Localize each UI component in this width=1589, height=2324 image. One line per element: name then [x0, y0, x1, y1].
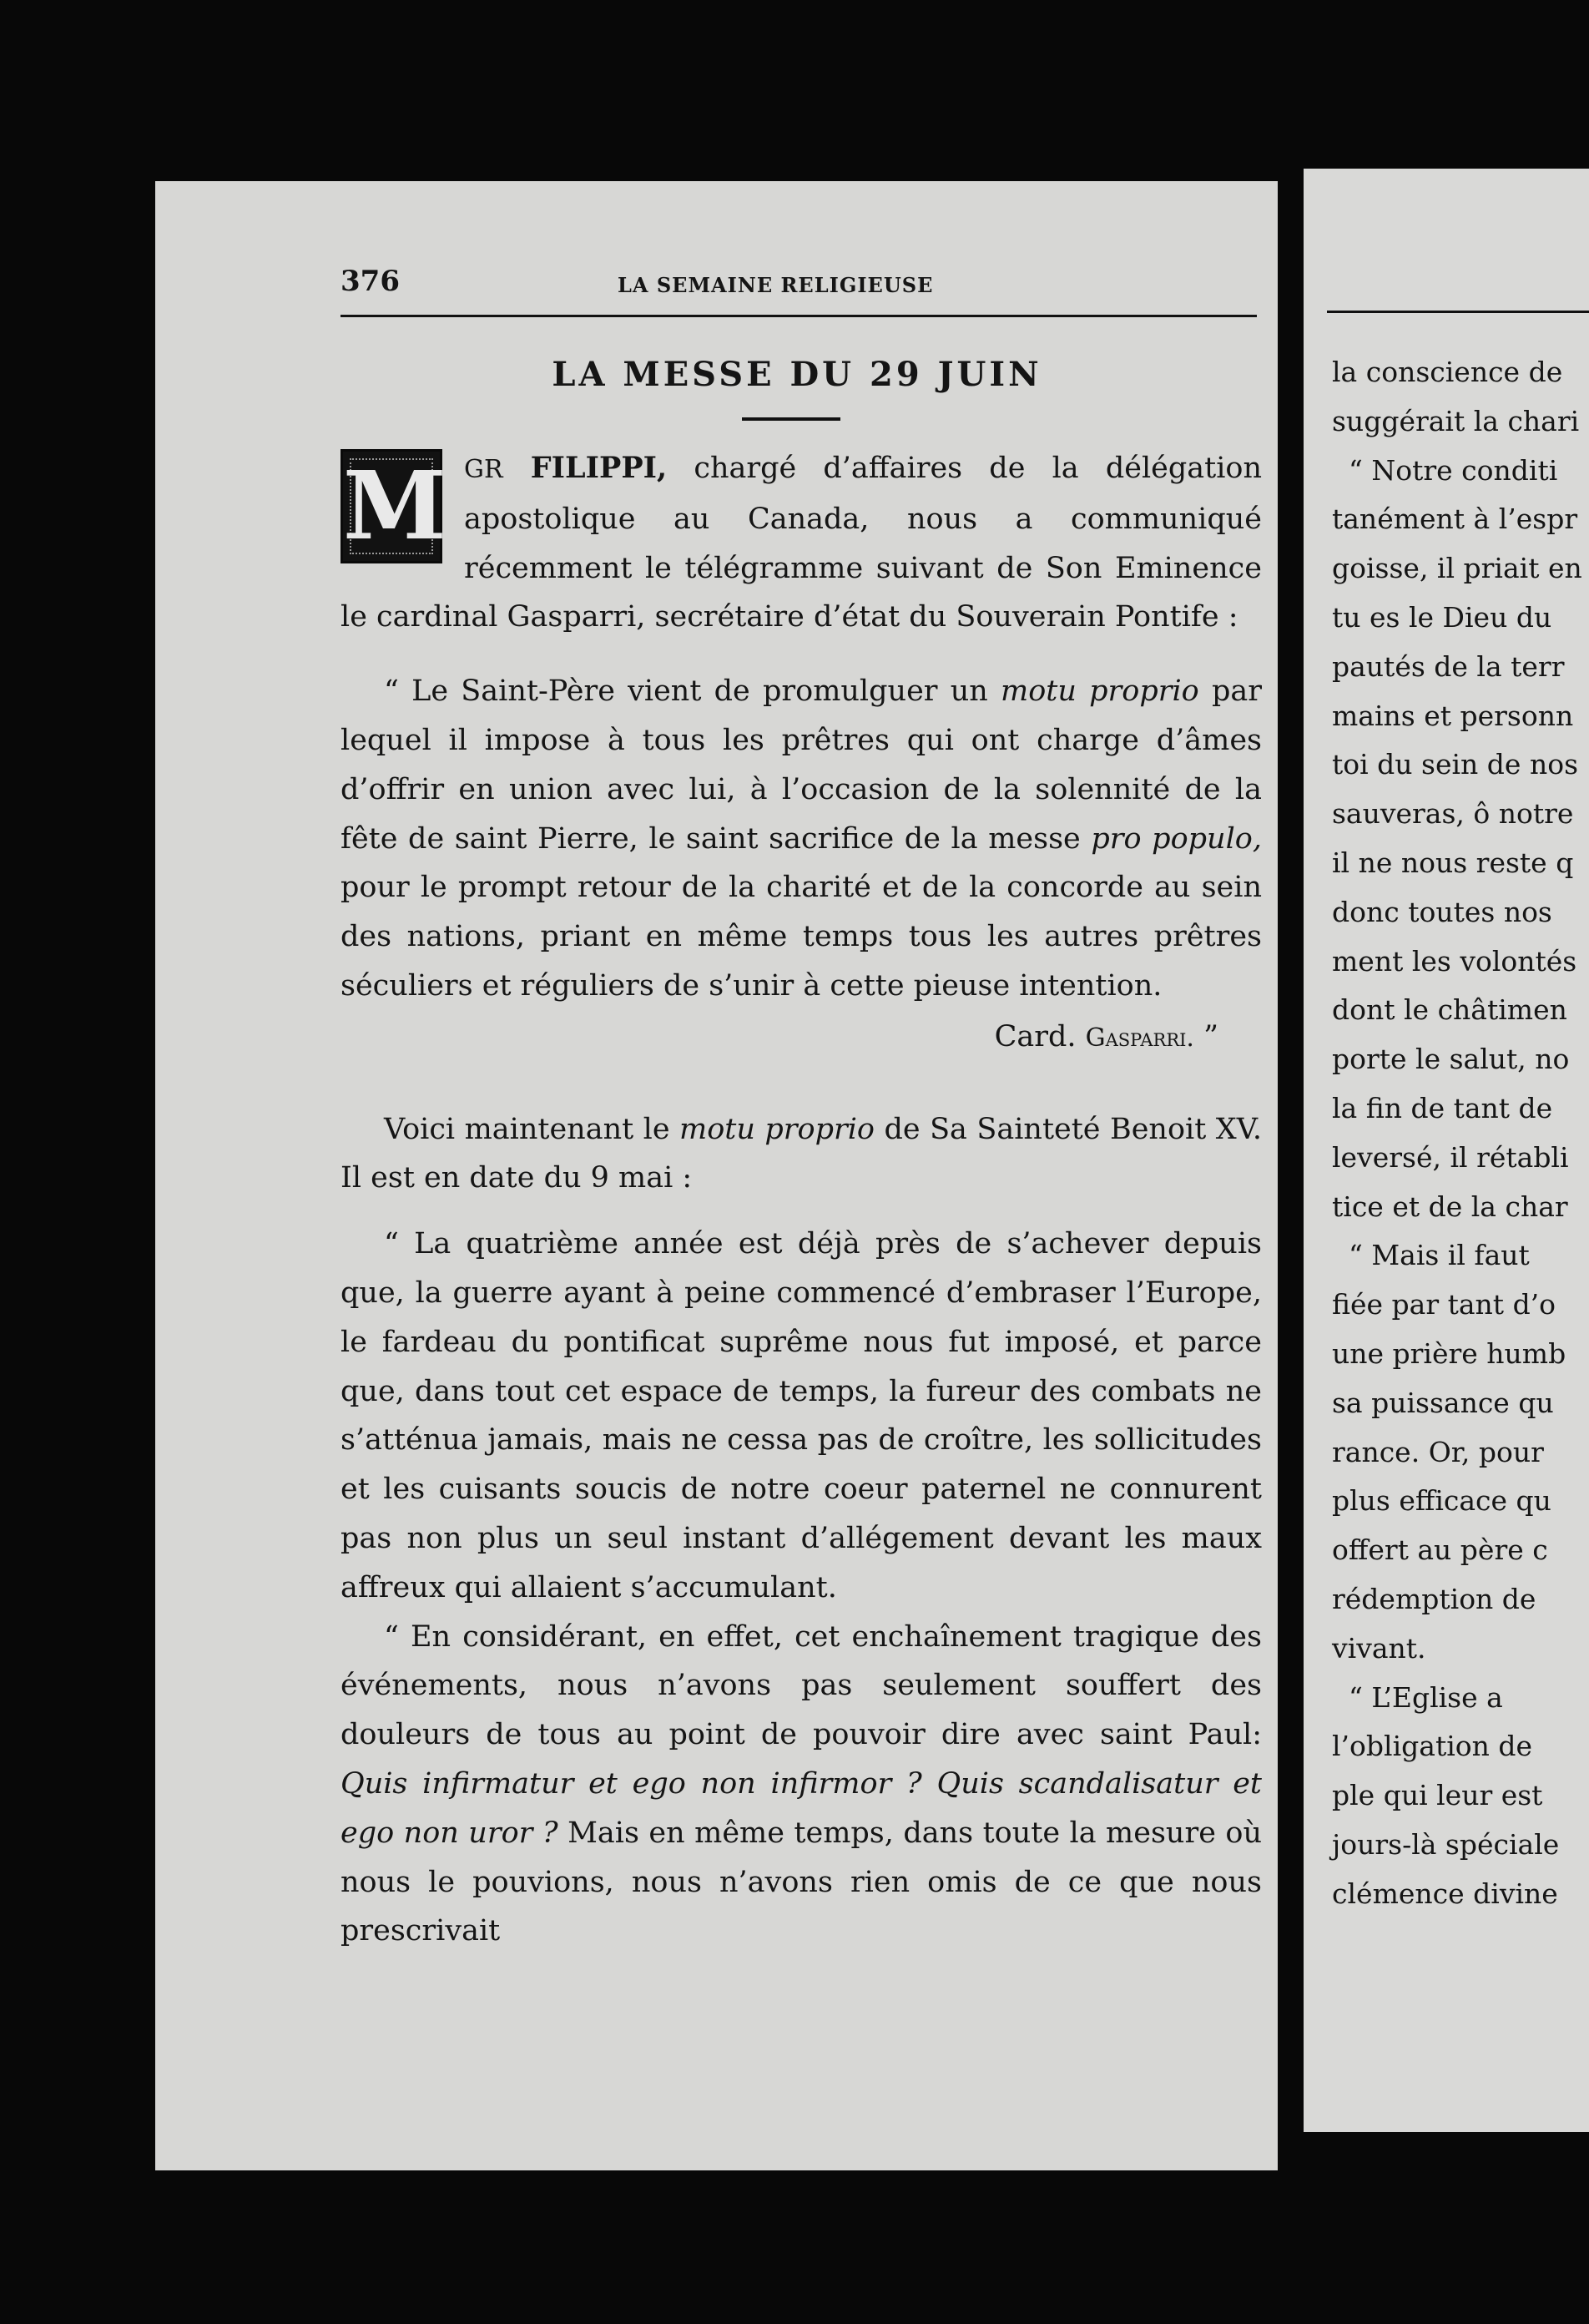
right-page-line: la fin de tant de	[1332, 1092, 1553, 1124]
right-page-line: la conscience de	[1332, 356, 1563, 388]
right-page-line: sauveras, ô notre	[1332, 797, 1574, 831]
right-page-line: donc toutes nos	[1332, 895, 1552, 928]
motu-proprio-paragraph-2	[340, 1613, 1262, 1957]
right-page-line: clémence divine	[1332, 1877, 1558, 1910]
right-page-line: “ Notre conditi	[1349, 453, 1558, 487]
right-page-line: tanément à l’espr	[1332, 503, 1578, 536]
right-page-line: rance. Or, pour	[1332, 1435, 1544, 1468]
right-page-line: fiée par tant d’o	[1332, 1288, 1556, 1321]
right-page-line: tu es le Dieu du	[1332, 601, 1552, 634]
right-page-line: pautés de la terr	[1332, 649, 1565, 683]
right-page-line: leversé, il rétabli	[1332, 1140, 1569, 1174]
right-page-line: mains et personn	[1332, 699, 1574, 732]
announce-paragraph	[340, 1105, 1262, 1204]
right-page-line: rédemption de	[1332, 1583, 1536, 1615]
announce-text-1: Voici maintenant le	[384, 1112, 680, 1146]
announce-text-2: de Sa Sainteté Benoit XV. Il est en date du 9 mai :	[340, 1112, 1262, 1195]
title-rule	[742, 417, 840, 421]
page-header	[340, 265, 1262, 306]
telegram-text-3: pour le prompt retour de la charité et de la concorde au sein des nations, priant en même temps tous les autres prêtres séculiers et réguliers de s’unir à cette pieuse intention.	[340, 871, 1262, 1003]
signature-title: Card.	[994, 1019, 1077, 1053]
para2-text-1: “ En considérant, en effet, cet enchaînement tragique des événements, nous n’avons pas seulement souffert des douleurs de tous au point de pouvoir dire avec saint Paul:	[340, 1619, 1262, 1752]
telegram-paragraph	[340, 667, 1262, 1011]
right-page-line: porte le salut, no	[1332, 1043, 1570, 1076]
intro-paragraph	[340, 444, 1262, 642]
right-page-line: ment les volontés	[1332, 944, 1577, 978]
intro-lead-small-caps: GR	[464, 455, 503, 484]
right-page-line: jours-là spéciale	[1332, 1828, 1560, 1861]
right-page-line: suggérait la chari	[1332, 404, 1580, 437]
running-head: LA SEMAINE RELIGIEUSE	[618, 273, 934, 297]
motu-proprio-paragraph-1: “ La quatrième année est déjà près de s’achever depuis que, la guerre ayant à peine commencé d’embraser l’Europe, le fardeau du pontificat suprême nous fut imposé, et parce que, dans tout cet espace de temps, la fureur des combats ne s’atténua jamais, mais ne cessa pas de croître, les sollicitudes et les cuisants soucis de notre coeur paternel ne connurent pas non plus un seul instant d’allégement devant les maux affreux qui allaient s’accumulant.	[340, 1227, 1262, 1604]
header-rule	[340, 315, 1257, 317]
announce-motu-proprio: motu proprio	[679, 1112, 875, 1146]
signature-quote: ”	[1193, 1019, 1218, 1053]
left-page-content	[340, 265, 1262, 1956]
right-page-header-rule	[1327, 311, 1589, 313]
para2-text-2: Mais en même temps, dans toute la mesure où nous le pouvions, nous n’avons rien omis de ce que nous prescrivait	[340, 1816, 1262, 1948]
right-page-line: offert au père c	[1332, 1533, 1548, 1567]
right-page-line: toi du sein de nos	[1332, 748, 1579, 781]
right-page-line: “ L’Eglise a	[1349, 1680, 1503, 1714]
intro-text: chargé d’affaires de la délégation apostolique au Canada, nous a communiqué récemment le télégramme suivant de Son Eminence le cardinal Gasparri, secrétaire d’état du Souverain Pontife :	[340, 452, 1262, 634]
telegram-motu-proprio: motu proprio	[1001, 674, 1199, 709]
right-page-line: une prière humb	[1332, 1337, 1566, 1370]
right-page	[1304, 169, 1589, 2132]
right-page-line: l’obligation de	[1332, 1730, 1533, 1763]
page-number: 376	[340, 265, 400, 298]
dropcap-letter: M	[343, 452, 446, 561]
left-page	[155, 181, 1278, 2170]
signature	[340, 1013, 1262, 1063]
dropcap-ornament	[340, 449, 446, 563]
article-title: LA MESSE DU 29 JUIN	[552, 355, 1042, 394]
right-page-line: plus efficace qu	[1332, 1484, 1551, 1518]
right-page-line: il ne nous reste q	[1332, 846, 1574, 879]
right-page-line: sa puissance qu	[1332, 1386, 1554, 1419]
right-page-line: ple qui leur est	[1332, 1779, 1543, 1812]
right-page-line: tice et de la char	[1332, 1190, 1568, 1223]
intro-lead-name: FILIPPI,	[502, 451, 668, 485]
right-page-line: vivant.	[1332, 1631, 1426, 1665]
signature-name: Gasparri.	[1085, 1023, 1194, 1053]
telegram-pro-populo: pro populo,	[1091, 821, 1262, 856]
telegram-text-1: “ Le Saint-Père vient de promulguer un	[384, 674, 1001, 709]
right-page-line: “ Mais il faut	[1349, 1239, 1530, 1272]
telegram-text-2: par lequel il impose à tous les prêtres qui ont charge d’âmes d’offrir en union avec lui, à l’occasion de la solennité de la fête de saint Pierre, le saint sacrifice de la messe	[340, 674, 1262, 856]
right-page-line: goisse, il priait en	[1332, 552, 1582, 585]
para2-latin-quote: Quis infirmatur et ego non infirmor ? Quis scandalisatur et ego non uror ?	[340, 1766, 1262, 1850]
right-page-line: dont le châtimen	[1332, 993, 1567, 1027]
